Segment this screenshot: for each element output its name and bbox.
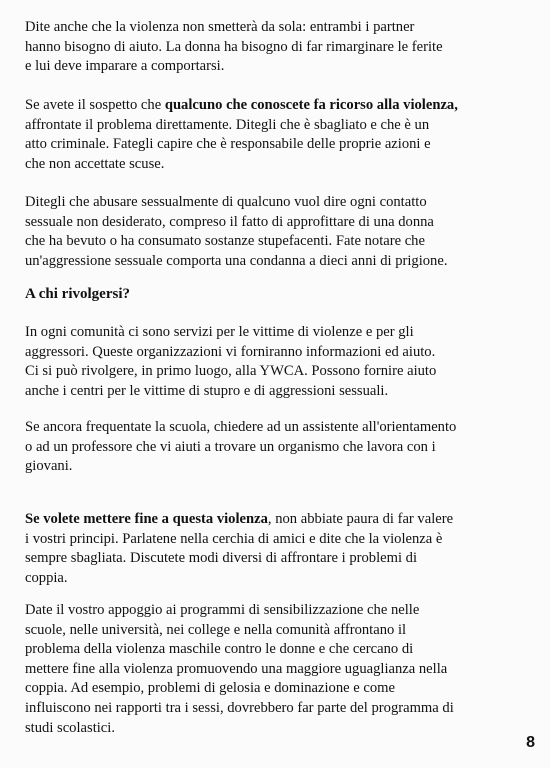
- text-line: giovani.: [25, 458, 73, 475]
- text-line: e lui deve imparare a comportarsi.: [25, 58, 225, 75]
- text-line: sessuale non desiderato, compreso il fatto di approfittare di una donna: [25, 213, 434, 230]
- text-line: Ditegli che abusare sessualmente di qualcuno vuol dire ogni contatto: [25, 194, 427, 210]
- text-line: coppia.: [25, 569, 68, 586]
- paragraph-2: [25, 96, 458, 174]
- bold-emphasis: Se volete mettere fine a questa violenza: [25, 511, 268, 527]
- text-line: aggressori. Queste organizzazioni vi forniranno informazioni ed aiuto.: [25, 343, 436, 360]
- text-line: In ogni comunità ci sono servizi per le vittime di violenze e per gli: [25, 324, 414, 340]
- text-line: Se ancora frequentate la scuola, chiedere ad un assistente all'orientamento: [25, 419, 457, 435]
- paragraph-5: [25, 418, 456, 477]
- text-line: Date il vostro appoggio ai programmi di sensibilizzazione che nelle: [25, 602, 420, 618]
- paragraph-3: [25, 193, 447, 271]
- text-line: problema della violenza maschile contro le donne e che cercano di: [25, 641, 414, 658]
- text-line: Ci si può rivolgere, in primo luogo, alla YWCA. Possono fornire aiuto: [25, 363, 437, 380]
- text-line: che ha bevuto o ha consumato sostanze stupefacenti. Fate notare che: [25, 233, 425, 250]
- paragraph-6: [25, 510, 453, 588]
- section-heading: A chi rivolgersi?: [25, 286, 130, 302]
- text-run: ,: [454, 97, 458, 113]
- text-line: atto criminale. Fategli capire che è responsabile delle proprie azioni e: [25, 136, 431, 153]
- text-line: studi scolastici.: [25, 719, 115, 736]
- text-line: [25, 510, 453, 530]
- text-line: o ad un professore che vi aiuti a trovare un organismo che lavora con i: [25, 438, 436, 455]
- page-number: 8: [526, 734, 535, 751]
- paragraph-4: [25, 323, 436, 401]
- paragraph-1: [25, 18, 443, 77]
- text-line: che non accettate scuse.: [25, 155, 165, 172]
- text-line: sempre sbagliata. Discutete modi diversi di affrontare i problemi di: [25, 550, 418, 567]
- text-line: Dite anche che la violenza non smetterà da sola: entrambi i partner: [25, 19, 415, 35]
- text-line: influiscono nei rapporti tra i sessi, dovrebbero far parte del programma di: [25, 699, 454, 716]
- bold-emphasis: qualcuno che conoscete fa ricorso alla violenza: [164, 97, 455, 113]
- text-line: hanno bisogno di aiuto. La donna ha bisogno di far rimarginare le ferite: [25, 38, 443, 55]
- text-line: [25, 96, 458, 116]
- text-line: affrontate il problema direttamente. Ditegli che è sbagliato e che è un: [25, 116, 430, 133]
- text-line: anche i centri per le vittime di stupro e di aggressioni sessuali.: [25, 382, 389, 399]
- text-line: scuole, nelle università, nei college e nella comunità affrontano il: [25, 621, 407, 638]
- text-run: , non abbiate paura di far valere: [267, 511, 454, 527]
- text-line: coppia. Ad esempio, problemi di gelosia e dominazione e come: [25, 680, 396, 697]
- text-run: Se avete il sospetto che: [25, 97, 165, 113]
- text-line: un'aggressione sessuale comporta una condanna a dieci anni di prigione.: [25, 252, 448, 269]
- text-line: mettere fine alla violenza promuovendo una maggiore uguaglianza nella: [25, 660, 448, 677]
- text-line: i vostri principi. Parlatene nella cerchia di amici e dite che la violenza è: [25, 530, 443, 547]
- paragraph-7: [25, 601, 454, 738]
